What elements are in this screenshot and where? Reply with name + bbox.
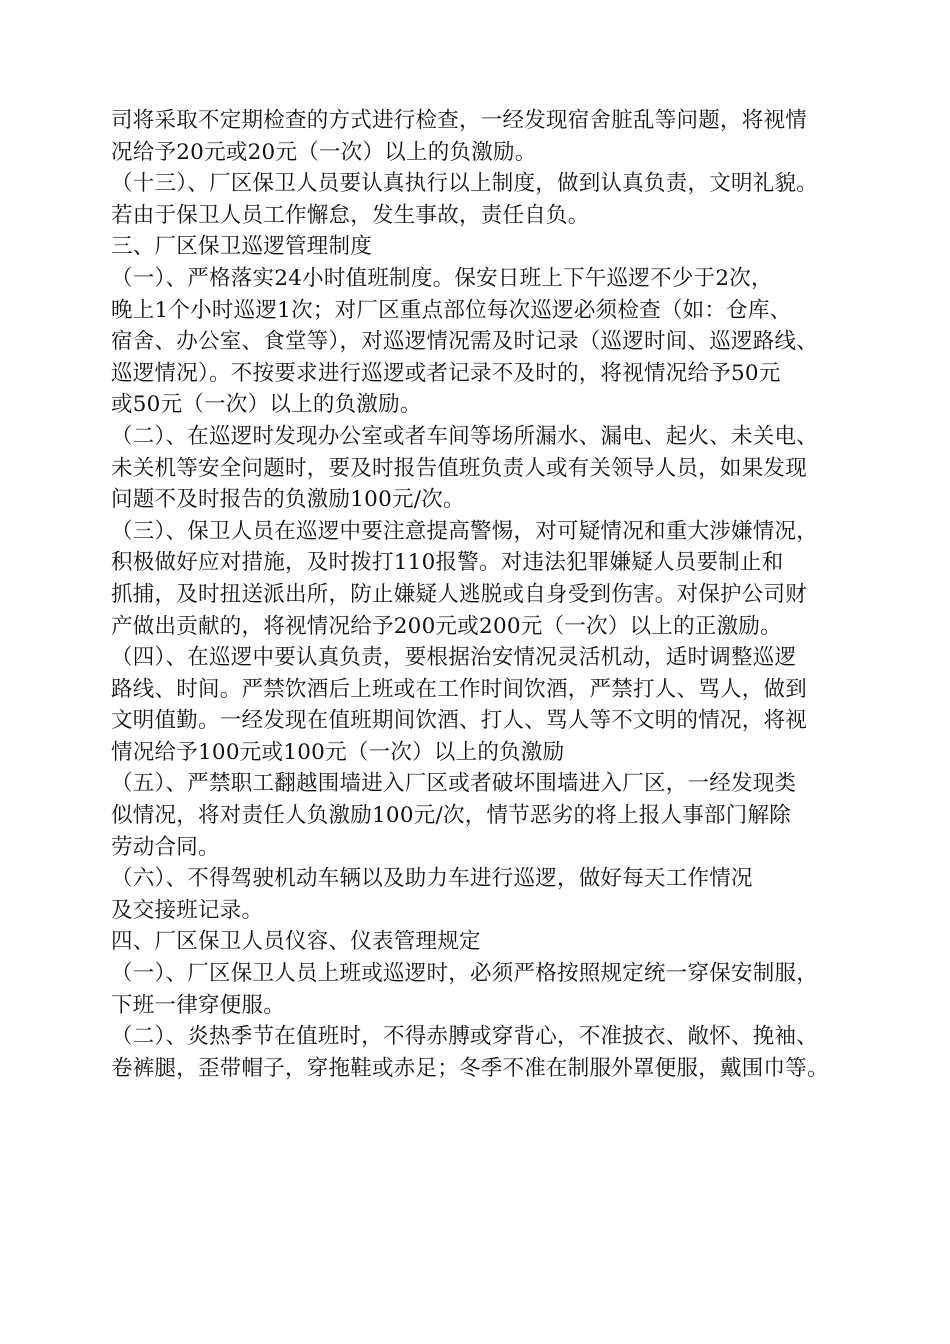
section-heading-patrol-rules: 三、厂区保卫巡逻管理制度 <box>111 234 373 260</box>
clause-13: （十三）、厂区保卫人员要认真执行以上制度，做到认真负责，文明礼貌。 <box>111 171 819 197</box>
text-line: 文明值勤。一经发现在值班期间饮酒、打人、骂人等不文明的情况，将视 <box>111 708 808 734</box>
clause-5: （五）、严禁职工翻越围墙进入厂区或者破坏围墙进入厂区，一经发现类 <box>111 771 797 797</box>
text-line: 及交接班记录。 <box>111 897 264 923</box>
text-line: 未关机等安全问题时，要及时报告值班负责人或有关领导人员，如果发现 <box>111 455 808 481</box>
clause-6: （六）、不得驾驶机动车辆以及助力车进行巡逻，做好每天工作情况 <box>111 866 753 892</box>
text-line: 司将采取不定期检查的方式进行检查，一经发现宿舍脏乱等问题，将视情 <box>111 108 808 133</box>
section-heading-appearance-rules: 四、厂区保卫人员仪容、仪表管理规定 <box>111 929 481 955</box>
text-line: 晚上1个小时巡逻1次；对厂区重点部位每次巡逻必须检查（如：仓库、 <box>111 297 792 323</box>
clause-1: （一）、严格落实24小时值班制度。保安日班上下午巡逻不少于2次， <box>111 265 773 291</box>
text-line: 宿舍、办公室、食堂等），对巡逻情况需及时记录（巡逻时间、巡逻路线、 <box>111 329 819 355</box>
text-line: 抓捕，及时扭送派出所，防止嫌疑人逃脱或自身受到伤害。对保护公司财 <box>111 581 808 607</box>
text-line: 产做出贡献的，将视情况给予200元或200元（一次）以上的正激励。 <box>111 613 782 639</box>
text-line: 若由于保卫人员工作懈怠，发生事故，责任自负。 <box>111 202 590 228</box>
clause-2: （二）、炎热季节在值班时，不得赤膊或穿背心，不准披衣、敞怀、挽袖、 <box>111 1024 819 1050</box>
text-line: 路线、时间。严禁饮酒后上班或在工作时间饮酒，严禁打人、骂人，做到 <box>111 676 808 702</box>
clause-3: （三）、保卫人员在巡逻中要注意提高警惕，对可疑情况和重大涉嫌情况， <box>111 518 819 544</box>
text-line: 况给予20元或20元（一次）以上的负激励。 <box>111 139 537 165</box>
text-line: 情况给予100元或100元（一次）以上的负激励 <box>111 739 565 765</box>
text-line: 下班一律穿便服。 <box>111 992 286 1018</box>
text-line: 似情况，将对责任人负激励100元/次，情节恶劣的将上报人事部门解除 <box>111 803 792 829</box>
text-line: 卷裤腿，歪带帽子，穿拖鞋或赤足；冬季不准在制服外罩便服，戴围巾等。 <box>111 1055 829 1081</box>
clause-4: （四）、在巡逻中要认真负责，要根据治安情况灵活机动，适时调整巡逻 <box>111 645 797 671</box>
text-line: 或50元（一次）以上的负激励。 <box>111 392 422 418</box>
text-line: 积极做好应对措施，及时拨打110报警。对违法犯罪嫌疑人员要制止和 <box>111 550 784 576</box>
text-line: 巡逻情况）。不按要求进行巡逻或者记录不及时的，将视情况给予50元 <box>111 360 781 386</box>
clause-2: （二）、在巡逻时发现办公室或者车间等场所漏水、漏电、起火、未关电、 <box>111 423 819 449</box>
document-body <box>111 105 901 1084</box>
text-line: 问题不及时报告的负激励100元/次。 <box>111 487 465 513</box>
clause-1: （一）、厂区保卫人员上班或巡逻时，必须严格按照规定统一穿保安制服， <box>111 961 819 987</box>
text-line: 劳动合同。 <box>111 834 220 860</box>
